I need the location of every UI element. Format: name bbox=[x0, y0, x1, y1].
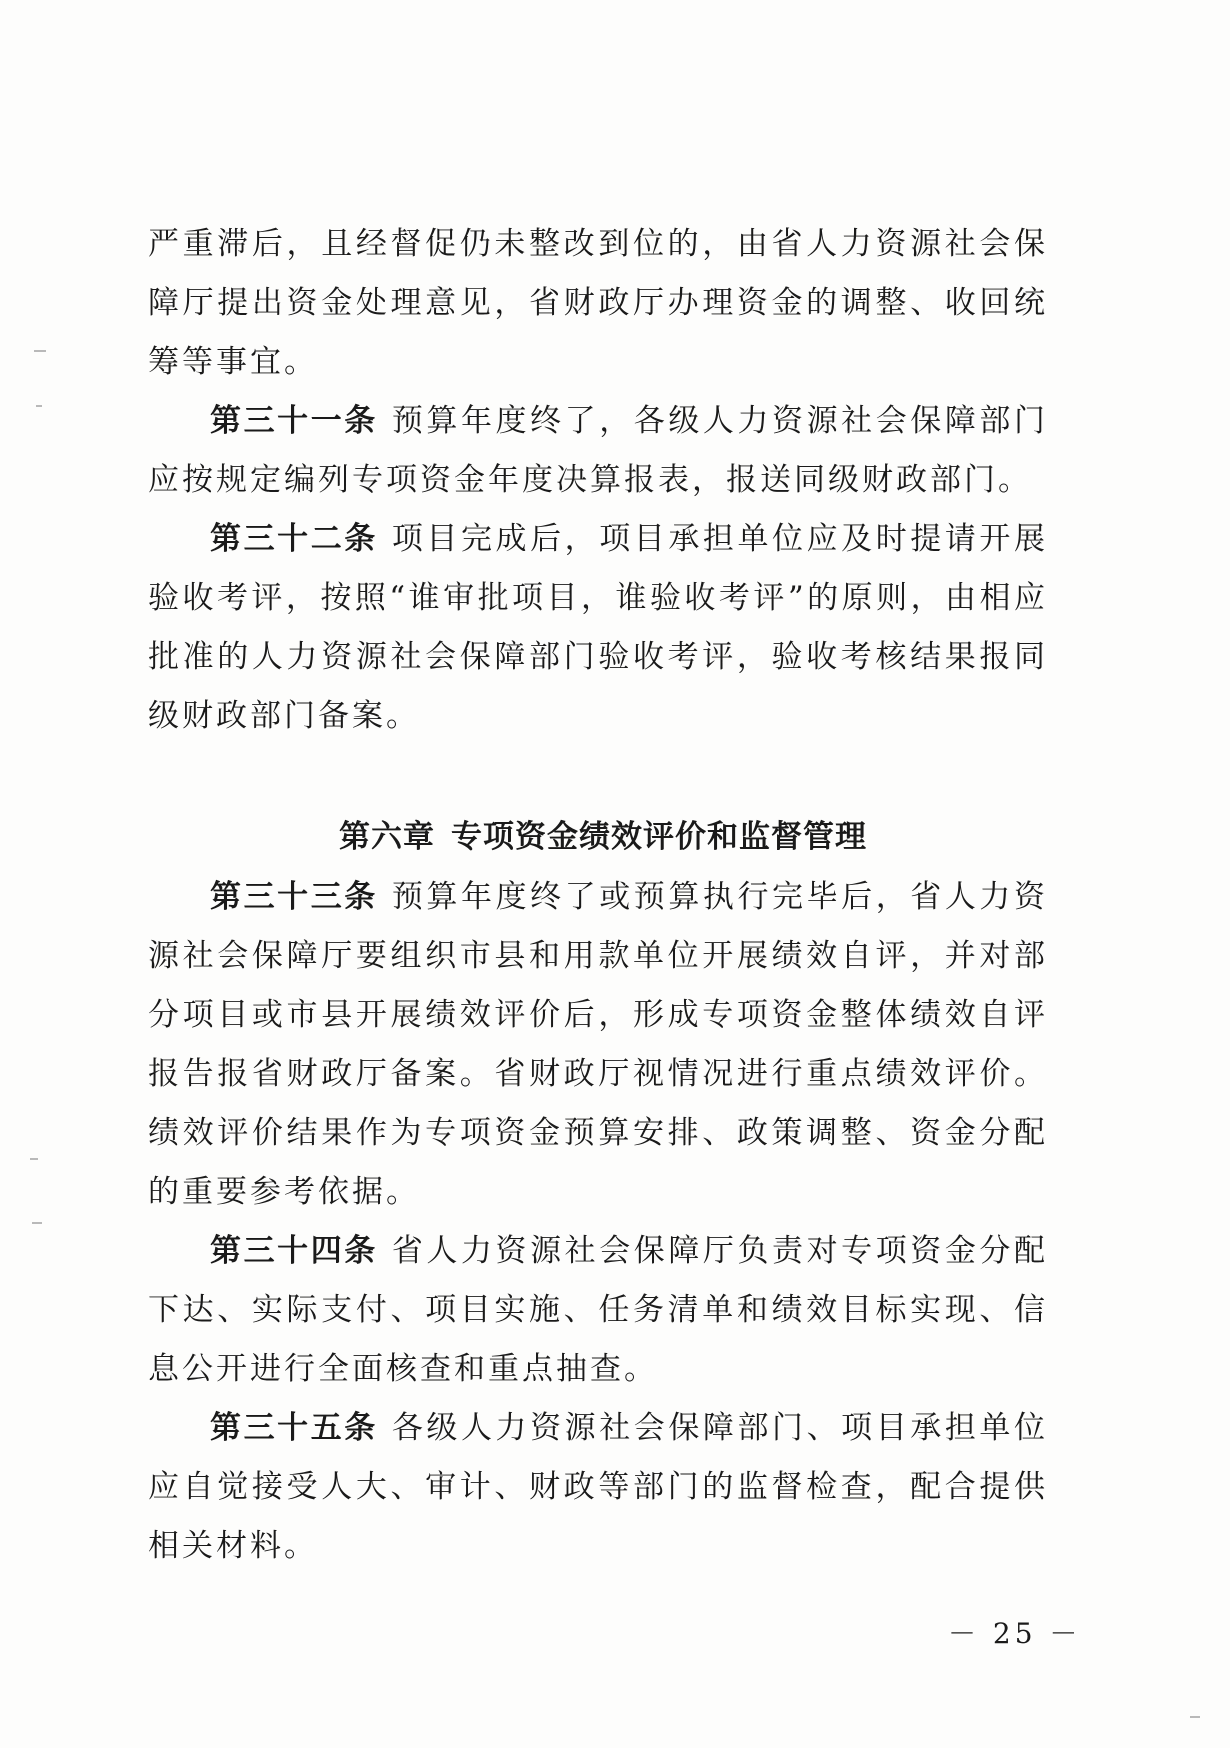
article-31 bbox=[148, 392, 1048, 510]
scan-speck bbox=[30, 1158, 38, 1160]
scan-speck bbox=[1190, 1716, 1200, 1718]
scan-speck bbox=[32, 1222, 42, 1224]
article-number: 第三十五条 bbox=[210, 1410, 378, 1446]
article-number: 第三十一条 bbox=[210, 403, 378, 439]
article-number: 第三十三条 bbox=[210, 879, 378, 915]
chapter-title: 专项资金绩效评价和监督管理 bbox=[451, 819, 867, 855]
paragraph-text: 严重滞后，且经督促仍未整改到位的，由省人力资源社会保障厅提出资金处理意见，省财政厅办理资金的调整、收回统筹等事宜。 bbox=[148, 226, 1048, 380]
article-text: 预算年度终了，各级人力资源社会保障部门应按规定编列专项资金年度决算报表，报送同级财政部门。 bbox=[148, 403, 1048, 498]
article-33 bbox=[148, 868, 1048, 1222]
scan-speck bbox=[34, 350, 46, 352]
document-body bbox=[148, 215, 1048, 1576]
article-34 bbox=[148, 1222, 1048, 1399]
article-number: 第三十四条 bbox=[210, 1233, 378, 1269]
article-text: 各级人力资源社会保障部门、项目承担单位应自觉接受人大、审计、财政等部门的监督检查，配合提供相关材料。 bbox=[148, 1410, 1048, 1564]
article-text: 省人力资源社会保障厅负责对专项资金分配下达、实际支付、项目实施、任务清单和绩效目标实现、信息公开进行全面核查和重点抽查。 bbox=[148, 1233, 1048, 1387]
article-text: 项目完成后，项目承担单位应及时提请开展验收考评，按照“谁审批项目，谁验收考评”的原则，由相应批准的人力资源社会保障部门验收考评，验收考核结果报同级财政部门备案。 bbox=[148, 521, 1048, 734]
chapter-heading bbox=[148, 806, 1048, 868]
article-32 bbox=[148, 510, 1048, 746]
scan-speck bbox=[36, 405, 42, 407]
chapter-number: 第六章 bbox=[339, 819, 435, 855]
article-text: 预算年度终了或预算执行完毕后，省人力资源社会保障厅要组织市县和用款单位开展绩效自评，并对部分项目或市县开展绩效评价后，形成专项资金整体绩效自评报告报省财政厅备案。省财政厅视情况进行重点绩效评价。绩效评价结果作为专项资金预算安排、政策调整、资金分配的重要参考依据。 bbox=[148, 879, 1048, 1210]
article-35 bbox=[148, 1399, 1048, 1576]
continued-paragraph bbox=[148, 215, 1048, 392]
page-number: － 25 － bbox=[948, 1617, 1082, 1650]
article-number: 第三十二条 bbox=[210, 521, 378, 557]
